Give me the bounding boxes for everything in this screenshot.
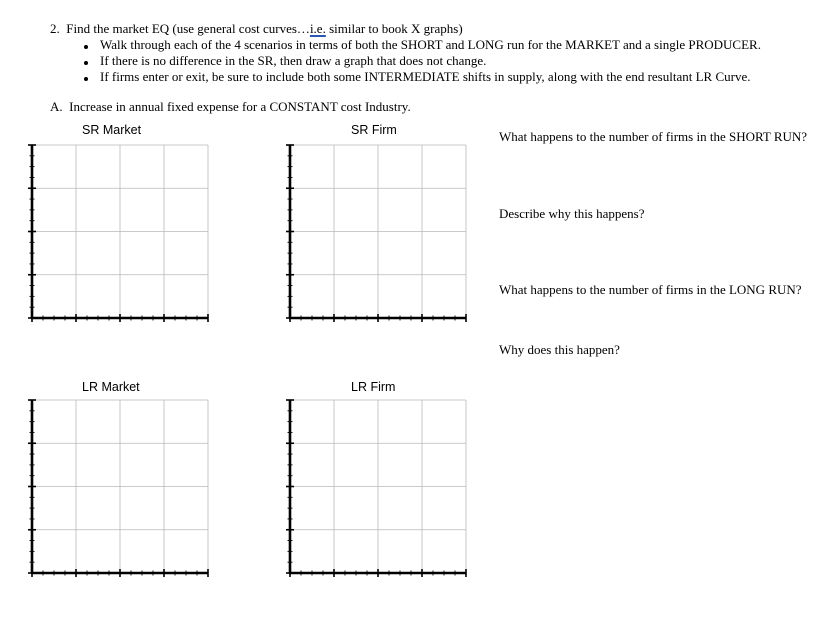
sr-firm-title: SR Firm	[351, 123, 397, 137]
ie-abbreviation: i.e.	[309, 21, 326, 36]
question-line	[50, 21, 463, 37]
prompt-long-run: What happens to the number of firms in the LONG RUN?	[499, 282, 802, 297]
prompt-why-happen: Why does this happen?	[499, 342, 620, 357]
lr-market-graph[interactable]	[24, 395, 214, 581]
question-suffix: similar to book X graphs)	[325, 21, 463, 36]
bullet-item-2: If there is no difference in the SR, then draw a graph that does not change.	[100, 53, 487, 68]
sr-market-graph[interactable]	[24, 140, 214, 326]
part-a-letter: A.	[50, 99, 63, 114]
bullet-dot-1	[84, 45, 88, 49]
part-a-text: Increase in annual fixed expense for a CONSTANT cost Industry.	[69, 99, 411, 114]
question-number: 2.	[50, 21, 60, 36]
question-prefix: Find the market EQ (use general cost curves…	[66, 21, 310, 36]
bullet-dot-2	[84, 61, 88, 65]
lr-firm-graph[interactable]	[282, 395, 472, 581]
lr-market-title: LR Market	[82, 380, 140, 394]
part-a-heading	[50, 99, 411, 115]
bullet-dot-3	[84, 77, 88, 81]
prompt-short-run: What happens to the number of firms in the SHORT RUN?	[499, 129, 808, 144]
sr-market-title: SR Market	[82, 123, 142, 137]
lr-firm-title: LR Firm	[351, 380, 396, 394]
bullet-item-3: If firms enter or exit, be sure to include both some INTERMEDIATE shifts in supply, along with the end resultant LR Curve.	[100, 69, 751, 84]
sr-firm-graph[interactable]	[282, 140, 472, 326]
bullet-item-1: Walk through each of the 4 scenarios in terms of both the SHORT and LONG run for the MARKET and a single PRODUCER.	[100, 37, 761, 52]
prompt-describe-why: Describe why this happens?	[499, 206, 645, 221]
